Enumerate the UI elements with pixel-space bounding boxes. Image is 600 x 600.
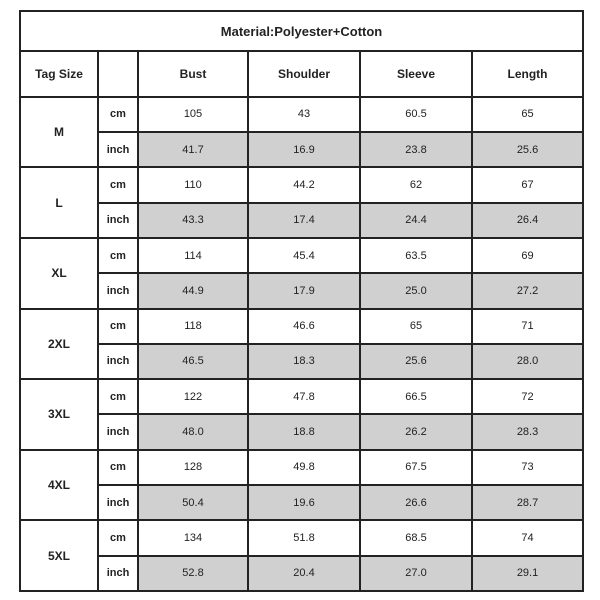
measurement-cell: 20.4	[248, 556, 360, 591]
measurement-cell: 27.2	[472, 273, 583, 308]
measurement-cell: 46.5	[138, 344, 248, 379]
material-title: Material:Polyester+Cotton	[20, 11, 583, 51]
table-row	[20, 344, 583, 379]
measurement-cell: 73	[472, 450, 583, 485]
measurement-cell: 60.5	[360, 97, 472, 132]
table-row	[20, 167, 583, 202]
header-unit	[98, 51, 138, 96]
unit-cm-cell: cm	[98, 238, 138, 273]
unit-inch-cell: inch	[98, 344, 138, 379]
measurement-cell: 43.3	[138, 203, 248, 238]
measurement-cell: 47.8	[248, 379, 360, 414]
tag-size-cell: M	[20, 97, 98, 168]
measurement-cell: 52.8	[138, 556, 248, 591]
unit-inch-cell: inch	[98, 203, 138, 238]
measurement-cell: 28.7	[472, 485, 583, 520]
table-row	[20, 97, 583, 132]
measurement-cell: 18.3	[248, 344, 360, 379]
table-row	[20, 379, 583, 414]
measurement-cell: 49.8	[248, 450, 360, 485]
table-row	[20, 450, 583, 485]
measurement-cell: 114	[138, 238, 248, 273]
unit-cm-cell: cm	[98, 167, 138, 202]
table-row	[20, 485, 583, 520]
measurement-cell: 67.5	[360, 450, 472, 485]
measurement-cell: 43	[248, 97, 360, 132]
header-length: Length	[472, 51, 583, 96]
measurement-cell: 66.5	[360, 379, 472, 414]
measurement-cell: 71	[472, 309, 583, 344]
measurement-cell: 25.0	[360, 273, 472, 308]
table-row	[20, 309, 583, 344]
measurement-cell: 128	[138, 450, 248, 485]
measurement-cell: 27.0	[360, 556, 472, 591]
measurement-cell: 68.5	[360, 520, 472, 555]
header-tag-size: Tag Size	[20, 51, 98, 96]
measurement-cell: 29.1	[472, 556, 583, 591]
table-row	[20, 132, 583, 167]
measurement-cell: 25.6	[360, 344, 472, 379]
tag-size-cell: XL	[20, 238, 98, 309]
measurement-cell: 65	[360, 309, 472, 344]
measurement-cell: 74	[472, 520, 583, 555]
measurement-cell: 69	[472, 238, 583, 273]
measurement-cell: 16.9	[248, 132, 360, 167]
measurement-cell: 44.2	[248, 167, 360, 202]
measurement-cell: 105	[138, 97, 248, 132]
table-row	[20, 520, 583, 555]
measurement-cell: 41.7	[138, 132, 248, 167]
measurement-cell: 24.4	[360, 203, 472, 238]
measurement-cell: 17.9	[248, 273, 360, 308]
table-row	[20, 556, 583, 591]
measurement-cell: 110	[138, 167, 248, 202]
measurement-cell: 28.0	[472, 344, 583, 379]
unit-inch-cell: inch	[98, 485, 138, 520]
tag-size-cell: 3XL	[20, 379, 98, 450]
header-bust: Bust	[138, 51, 248, 96]
measurement-cell: 62	[360, 167, 472, 202]
measurement-cell: 19.6	[248, 485, 360, 520]
measurement-cell: 26.6	[360, 485, 472, 520]
measurement-cell: 50.4	[138, 485, 248, 520]
header-shoulder: Shoulder	[248, 51, 360, 96]
measurement-cell: 25.6	[472, 132, 583, 167]
unit-cm-cell: cm	[98, 379, 138, 414]
unit-cm-cell: cm	[98, 97, 138, 132]
measurement-cell: 134	[138, 520, 248, 555]
measurement-cell: 18.8	[248, 414, 360, 449]
unit-inch-cell: inch	[98, 273, 138, 308]
unit-inch-cell: inch	[98, 414, 138, 449]
measurement-cell: 44.9	[138, 273, 248, 308]
measurement-cell: 51.8	[248, 520, 360, 555]
tag-size-cell: 2XL	[20, 309, 98, 380]
measurement-cell: 118	[138, 309, 248, 344]
measurement-cell: 26.2	[360, 414, 472, 449]
size-chart-table	[19, 10, 584, 592]
title-row	[20, 11, 583, 51]
table-row	[20, 238, 583, 273]
unit-inch-cell: inch	[98, 132, 138, 167]
table-row	[20, 273, 583, 308]
measurement-cell: 46.6	[248, 309, 360, 344]
measurement-cell: 67	[472, 167, 583, 202]
measurement-cell: 72	[472, 379, 583, 414]
unit-inch-cell: inch	[98, 556, 138, 591]
header-sleeve: Sleeve	[360, 51, 472, 96]
measurement-cell: 28.3	[472, 414, 583, 449]
measurement-cell: 48.0	[138, 414, 248, 449]
tag-size-cell: L	[20, 167, 98, 238]
measurement-cell: 122	[138, 379, 248, 414]
table-row	[20, 414, 583, 449]
tag-size-cell: 4XL	[20, 450, 98, 521]
measurement-cell: 65	[472, 97, 583, 132]
measurement-cell: 23.8	[360, 132, 472, 167]
measurement-cell: 17.4	[248, 203, 360, 238]
measurement-cell: 45.4	[248, 238, 360, 273]
unit-cm-cell: cm	[98, 309, 138, 344]
measurement-cell: 63.5	[360, 238, 472, 273]
unit-cm-cell: cm	[98, 450, 138, 485]
unit-cm-cell: cm	[98, 520, 138, 555]
measurement-cell: 26.4	[472, 203, 583, 238]
header-row	[20, 51, 583, 96]
tag-size-cell: 5XL	[20, 520, 98, 591]
table-row	[20, 203, 583, 238]
